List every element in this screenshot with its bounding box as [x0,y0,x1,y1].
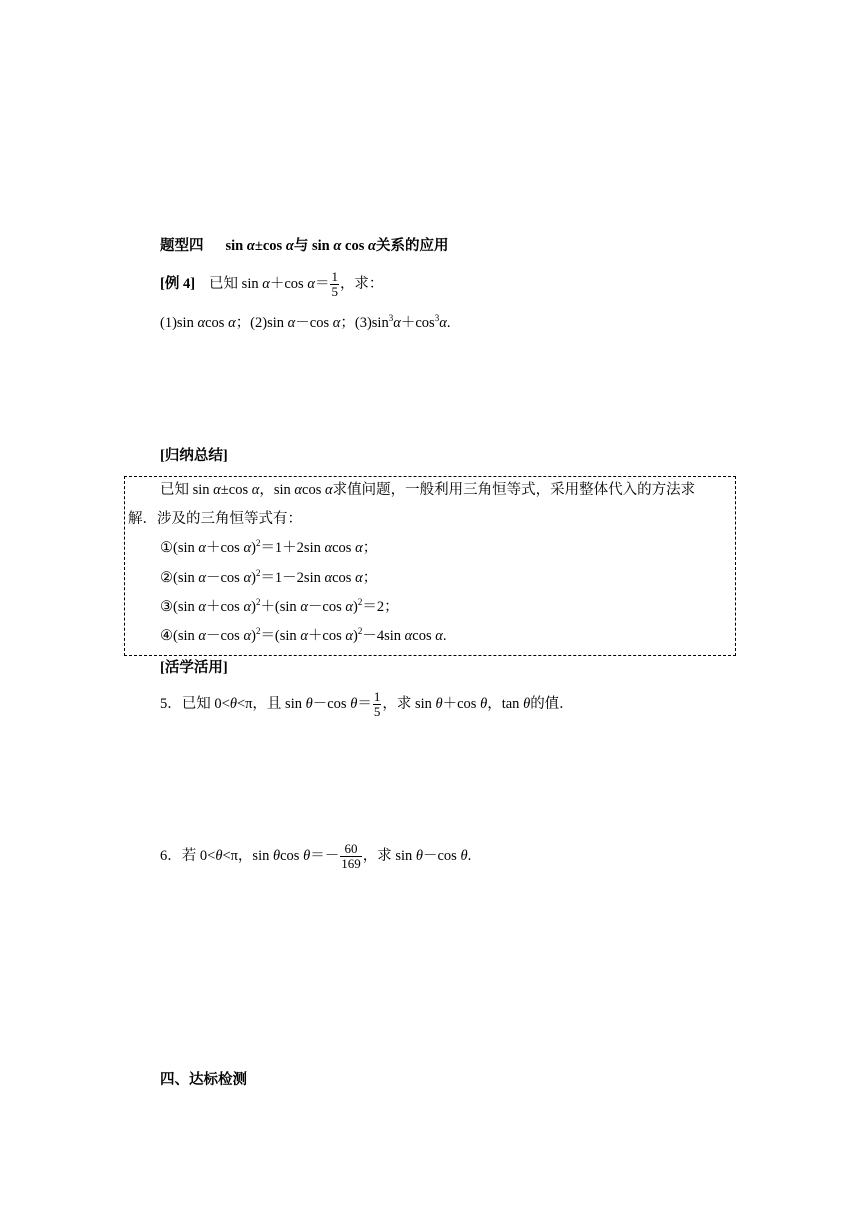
identity-1: ①(sin α＋cos α)$^2$＝1＋2sin αcos α； [160,538,378,556]
example-4-questions: (1)sin αcos α；(2)sin α－cos α；$(3)\sin^3\alpha+\cos^3\alpha$. [160,313,451,331]
identity-2: ②(sin α－cos α)$^2$＝1－2sin αcos α； [160,568,378,586]
summary-intro-line2: 解．涉及的三角恒等式有： [128,511,302,527]
identity-4: ④(sin α－cos α)$^2$＝(sin α＋cos α)$^2$－4sin αcos α. [160,626,447,644]
problem-5: 5．已知 0<θ<π，且 sin θ－cos θ＝ $\frac{1}{5}$ ，求 sin θ＋cos θ，tan θ的值． [160,689,574,720]
fraction-one-fifth-p5: $\frac{1}{5}$ [373,689,381,720]
fraction-60-169: $\frac{60}{169}$ [341,841,361,872]
summary-intro-line1: 已知 sin α±cos α，sin αcos α求值问题，一般利用三角恒等式，采用整体代入的方法求 [160,482,696,498]
problem-6: 6．若 0<θ<π，sin θcos θ＝－ $\frac{60}{169}$ ，求 sin θ－cos θ. [160,841,472,872]
summary-label: [归纳总结] [160,448,228,464]
example-4-statement: [例 4] 已知 sin α＋cos α＝ $\frac{1}{5}$ ，求： [160,269,384,300]
example-label: [例 4] [160,276,196,292]
practice-label: [活学活用] [160,660,228,676]
section-heading: 题型四 sin α±cos α与 sin α cos α关系的应用 [160,238,449,254]
fraction-one-fifth: $\frac{1}{5}$ [331,269,338,300]
identity-3: ③(sin α＋cos α)$^2$＋(sin α－cos α)$^2$＝2； [160,597,399,615]
section-4-heading: 四、达标检测 [160,1072,247,1088]
